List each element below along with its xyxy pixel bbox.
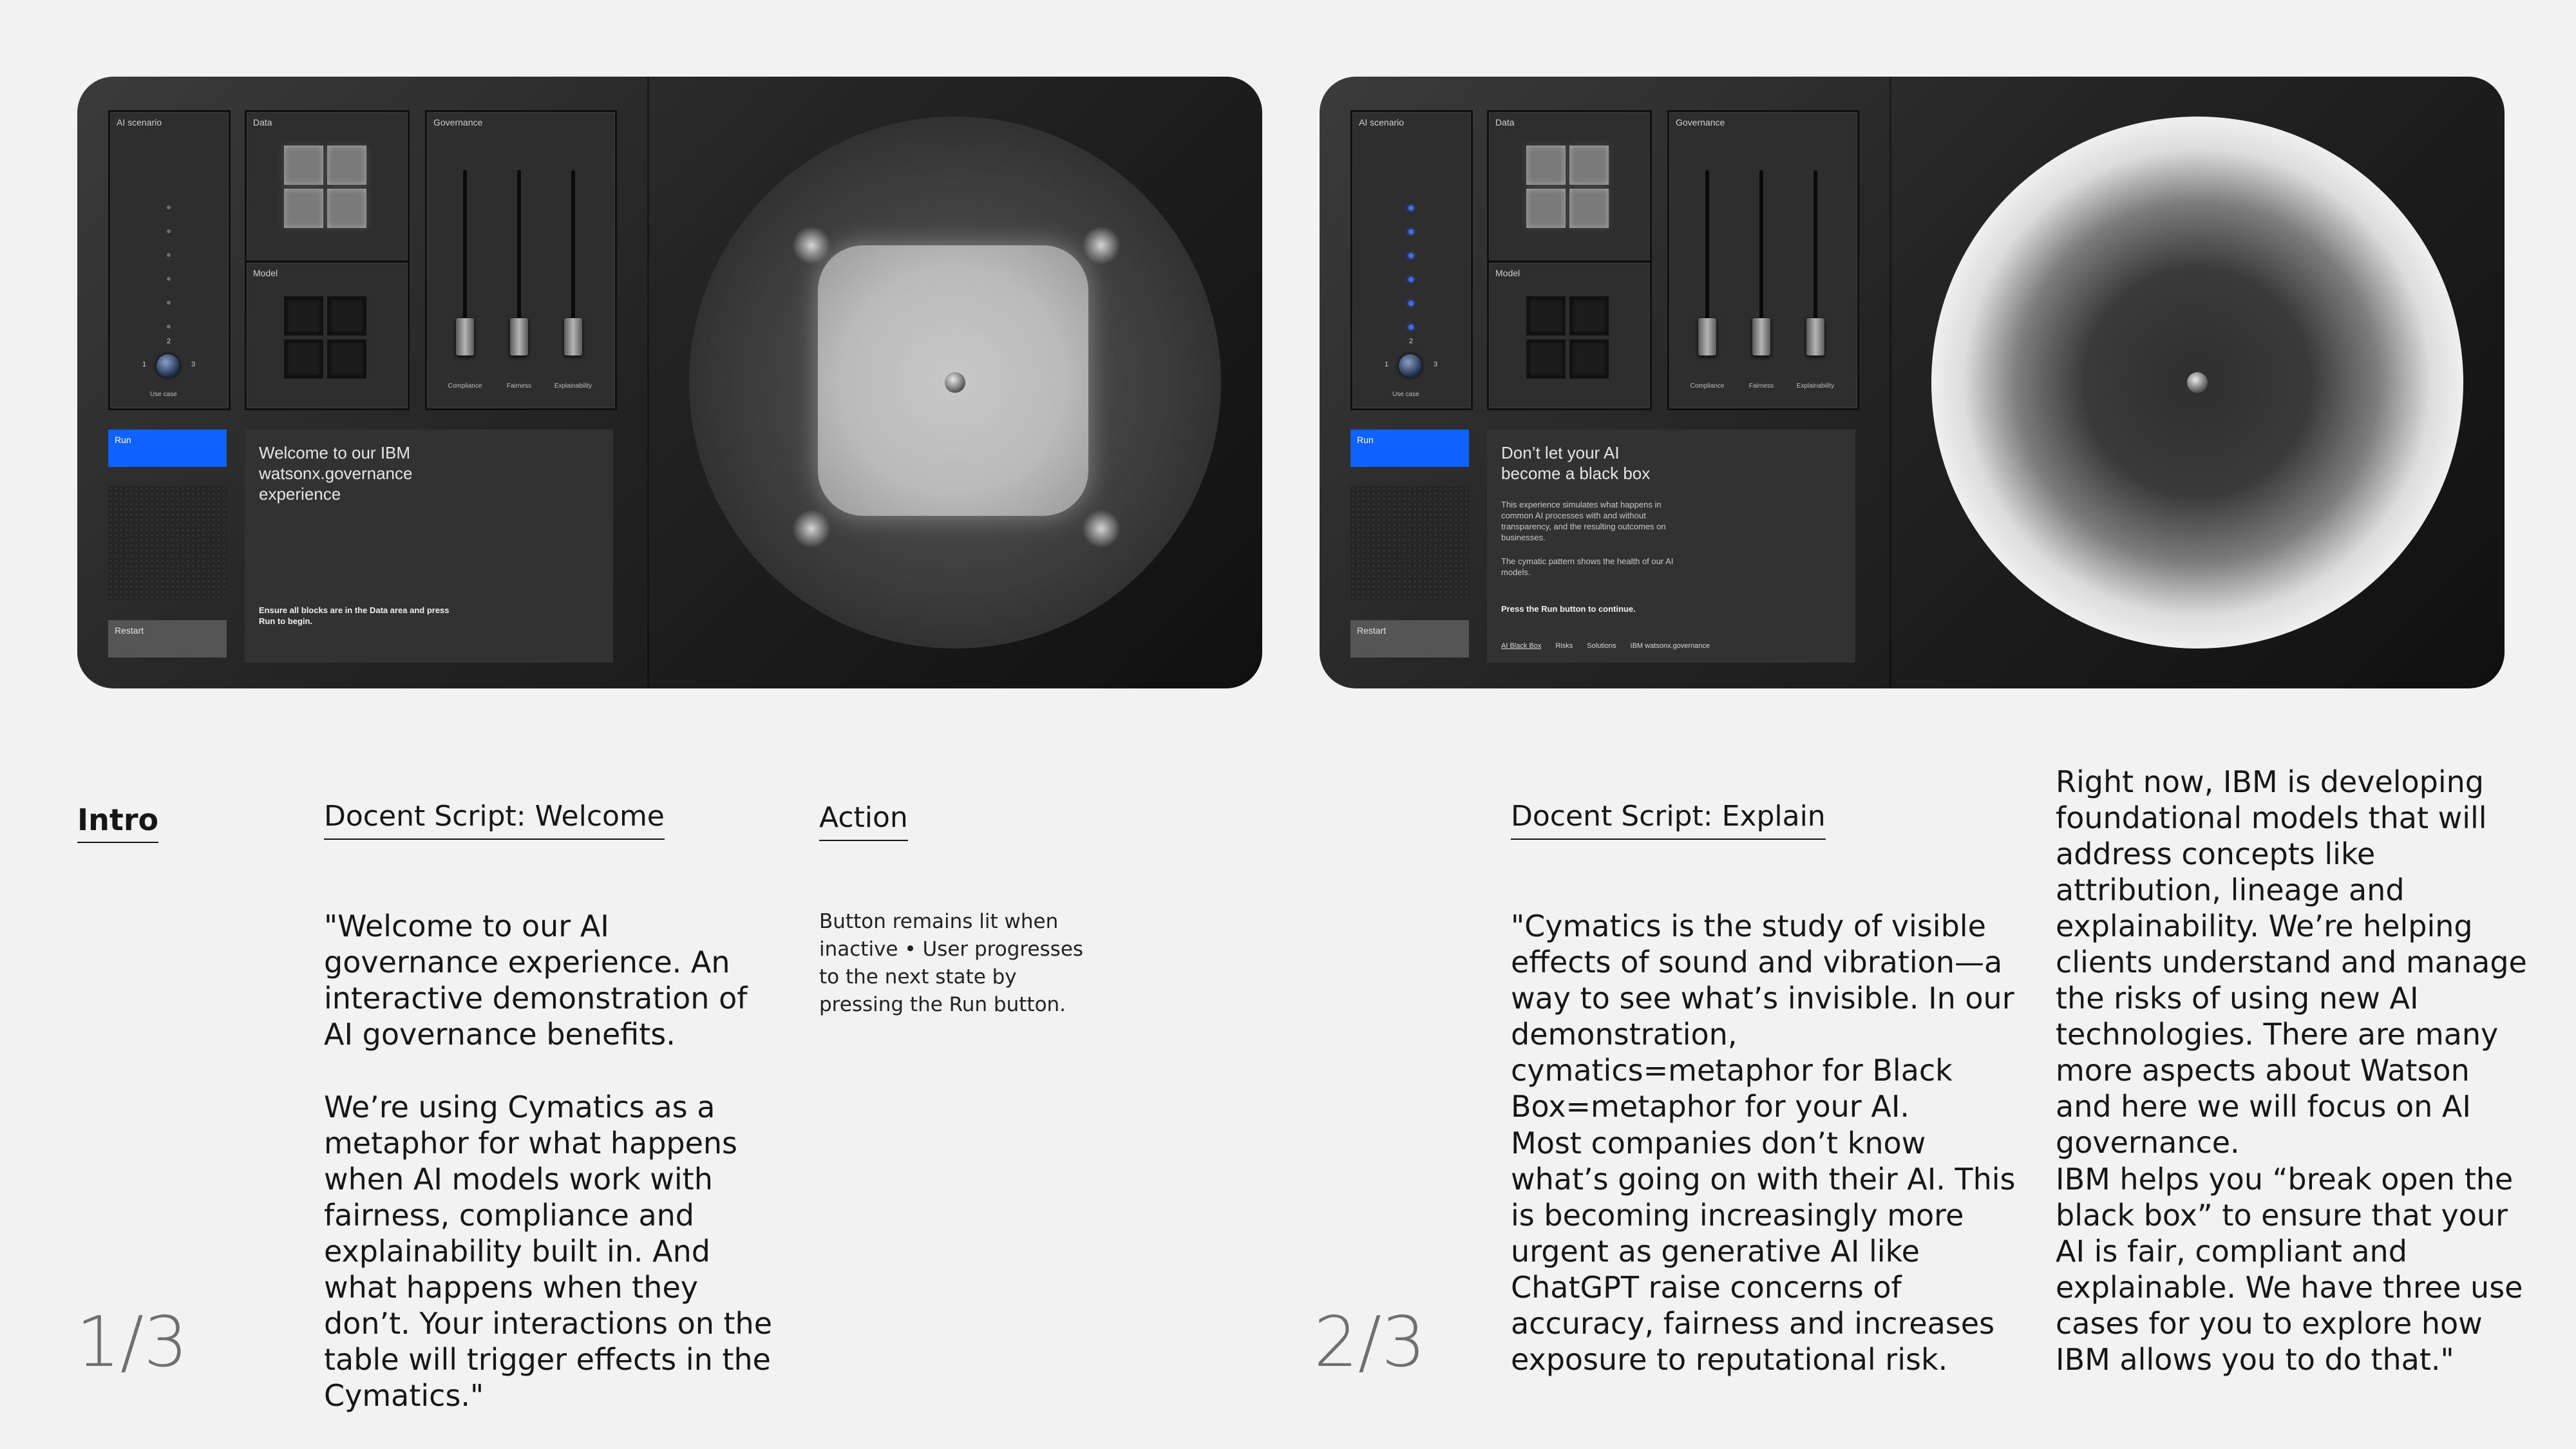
scenario-dot (167, 205, 171, 209)
scenario-dot (167, 277, 171, 281)
scenario-dot-active (1408, 229, 1414, 234)
scenario-dot-active (1408, 253, 1414, 258)
panel-divider (1889, 77, 1891, 688)
compliance-label: Compliance (448, 383, 482, 390)
action-heading: Action (819, 800, 908, 841)
scenario-dot (167, 301, 171, 305)
info-screen (1487, 430, 1855, 663)
knob-number-1: 1 (1385, 361, 1389, 368)
data-label: Data (1495, 117, 1515, 128)
dish-center-pin (945, 372, 965, 393)
compliance-label: Compliance (1690, 383, 1725, 390)
explainability-label: Explainability (554, 383, 592, 390)
compliance-fader[interactable] (1698, 318, 1716, 355)
data-area (1487, 110, 1652, 262)
intro-heading: Intro (77, 802, 158, 843)
fairness-fader[interactable] (510, 318, 528, 355)
page-number: 2/3 (1314, 1302, 1426, 1383)
dish-center-pin (2187, 372, 2208, 393)
screen-title: Don’t let your AI become a black box (1501, 443, 1651, 483)
ai-scenario-module (1350, 110, 1473, 410)
nav-link-solutions[interactable]: Solutions (1587, 642, 1616, 650)
compliance-fader[interactable] (456, 318, 474, 355)
cymatics-dish (1931, 117, 2463, 649)
page-number: 1/3 (76, 1302, 188, 1383)
screen-instruction: Ensure all blocks are in the Data area and press Run to begin. (259, 605, 450, 626)
ai-scenario-module (108, 110, 231, 410)
explainability-label: Explainability (1796, 383, 1835, 390)
right-paragraph-2: IBM helps you “break open the black box” to ensure that your AI is fair, compliant and explainable. We have three use cases for you to explore how IBM allows you to do that." (2056, 1162, 2523, 1377)
governance-module (1667, 110, 1859, 410)
explainability-fader[interactable] (1806, 318, 1824, 355)
nav-link-watsonx-governance[interactable]: IBM watsonx.governance (1630, 642, 1710, 650)
cymatic-corner (1082, 509, 1121, 548)
scenario-dot-active (1408, 277, 1414, 282)
cymatic-corner (792, 509, 831, 548)
explainability-fader[interactable] (564, 318, 582, 355)
action-description: Button remains lit when inactive • User progresses to the next state by pressing the Run button. (819, 910, 1084, 1016)
scenario-dot (167, 325, 171, 328)
script-paragraph-2: We’re using Cymatics as a metaphor for what happens when AI models work with fairness, compliance and explainability built in. And what happens when they don’t. Your interactions on the table will trigger effects in the Cymatics." (324, 1090, 772, 1413)
run-button[interactable] (108, 430, 227, 467)
script-paragraph-1: "Welcome to our AI governance experience. An interactive demonstration of AI governance benefits. (324, 909, 748, 1052)
cymatic-corner (792, 226, 831, 265)
knob-number-1: 1 (142, 361, 147, 368)
knob-number-2: 2 (1409, 337, 1414, 345)
model-label: Model (1495, 268, 1520, 278)
cymatic-corner (1082, 226, 1121, 265)
screen-nav (1501, 642, 1710, 650)
data-blocks[interactable] (284, 146, 366, 228)
kiosk-panel-welcome (77, 77, 1262, 688)
model-area (1487, 261, 1652, 410)
screen-instruction: Press the Run button to continue. (1501, 604, 1636, 614)
restart-button[interactable] (1350, 620, 1469, 658)
kiosk-panel-explain (1320, 77, 2505, 688)
data-blocks[interactable] (1526, 146, 1609, 228)
model-label: Model (253, 268, 278, 278)
nav-link-risks[interactable]: Risks (1555, 642, 1573, 650)
model-area (245, 261, 410, 410)
fairness-fader[interactable] (1752, 318, 1770, 355)
script-heading-explain: Docent Script: Explain (1511, 799, 1826, 840)
governance-label: Governance (433, 117, 483, 128)
script-paragraph-2: Most companies don’t know what’s going on with their AI. This is becoming increasingly more urgent as generative AI like ChatGPT raise concerns of accuracy, fairness and increases exposure to reputational risk. (1511, 1126, 2016, 1377)
knob-number-2: 2 (167, 337, 171, 345)
panel-divider (647, 77, 649, 688)
scenario-dot-active (1408, 325, 1414, 330)
fairness-label: Fairness (506, 383, 532, 390)
use-case-knob[interactable] (1399, 354, 1422, 377)
restart-label: Restart (1357, 625, 1387, 636)
run-label: Run (1357, 435, 1374, 445)
run-button[interactable] (1350, 430, 1469, 467)
data-area (245, 110, 410, 262)
scenario-dot (167, 253, 171, 257)
screen-body-1: This experience simulates what happens in common AI processes with and without transparency, and the resulting outcomes on businesses. (1501, 500, 1666, 542)
knob-number-3: 3 (1434, 361, 1438, 368)
speaker-grille (1350, 486, 1469, 600)
scenario-dot (167, 229, 171, 233)
restart-button[interactable] (108, 620, 227, 658)
model-slots[interactable] (284, 296, 366, 379)
screen-body-2: The cymatic pattern shows the health of our AI models. (1501, 556, 1674, 577)
ai-scenario-label: AI scenario (117, 117, 162, 128)
data-label: Data (253, 117, 272, 128)
info-screen (245, 430, 613, 663)
run-label: Run (115, 435, 131, 445)
use-case-knob[interactable] (156, 354, 180, 377)
model-slots[interactable] (1526, 296, 1609, 379)
right-paragraph-1: Right now, IBM is developing foundational models that will address concepts like attribution, lineage and explainability. We’re helping clients understand and manage the risks of using new AI technologies. There are many more aspects about Watson and here we will focus on AI governance. (2056, 764, 2527, 1160)
knob-caption: Use case (1392, 391, 1419, 398)
ai-scenario-label: AI scenario (1359, 117, 1405, 128)
fairness-label: Fairness (1748, 383, 1774, 390)
cymatics-dish (689, 117, 1221, 649)
knob-caption: Use case (150, 391, 177, 398)
script-heading-welcome: Docent Script: Welcome (324, 799, 665, 840)
restart-label: Restart (115, 625, 144, 636)
scenario-dot-active (1408, 205, 1414, 211)
speaker-grille (108, 486, 227, 600)
knob-number-3: 3 (191, 361, 196, 368)
governance-label: Governance (1676, 117, 1725, 128)
script-paragraph-1: "Cymatics is the study of visible effects of sound and vibration—a way to see what’s invisible. In our demonstration, cymatics=metaphor for Black Box=metaphor for your AI. (1511, 909, 2014, 1124)
nav-link-ai-black-box[interactable]: AI Black Box (1501, 642, 1542, 650)
scenario-dot-active (1408, 301, 1414, 306)
governance-module (425, 110, 617, 410)
screen-title: Welcome to our IBM watsonx.governance experience (259, 443, 413, 504)
